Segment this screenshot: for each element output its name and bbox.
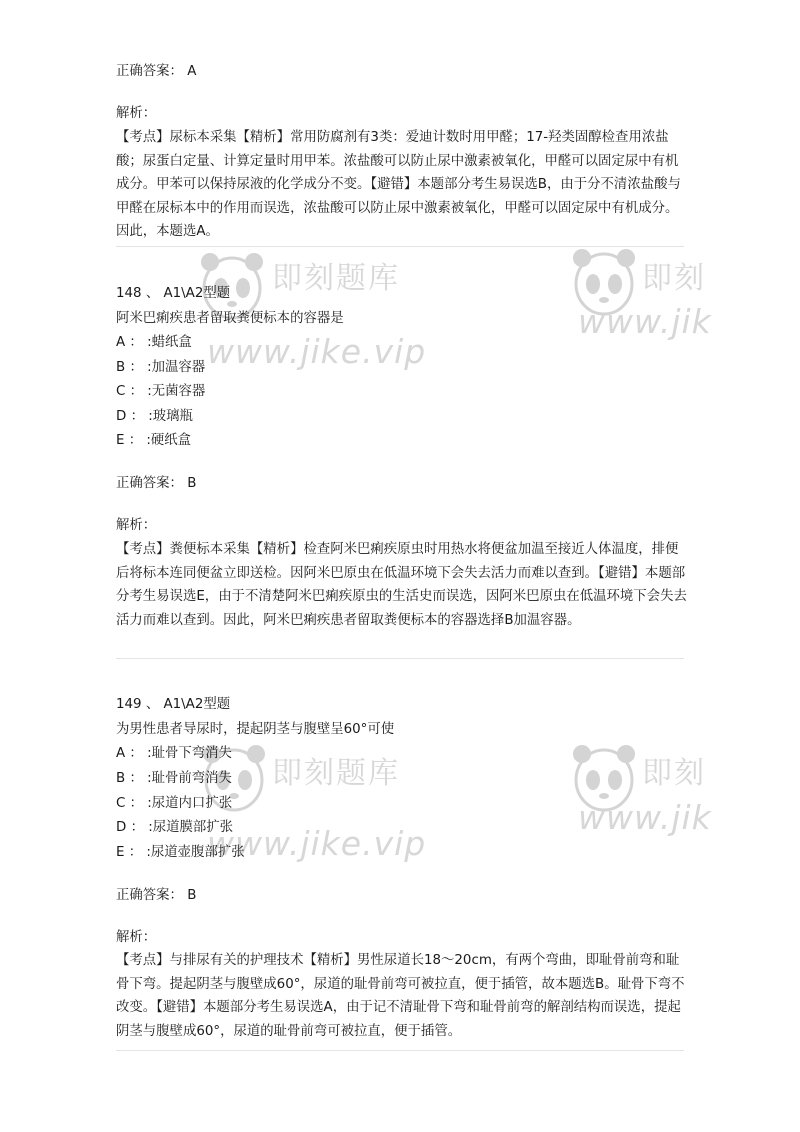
correct-answer: 正确答案： B <box>116 476 197 491</box>
watermark-url: www.jike.vip <box>207 824 427 863</box>
watermark-title: 即刻 <box>642 261 706 296</box>
question-stem: 阿米巴痢疾患者留取粪便标本的容器是 <box>116 311 344 326</box>
option-d: D ： :玻璃瓶 <box>116 409 193 424</box>
correct-answer: 正确答案： B <box>116 888 197 903</box>
option-b: B ： :耻骨前弯消失 <box>116 771 232 786</box>
question-divider <box>116 1050 684 1051</box>
question-header: 148 、 A1\A2型题 <box>116 286 231 301</box>
option-a: A ： :蜡纸盒 <box>116 335 192 350</box>
watermark-title: 即刻题库 <box>272 261 400 296</box>
watermark-url: www.jik <box>578 302 712 341</box>
analysis-text: 【考点】尿标本采集【精析】常用防腐剂有3类：爱迪计数时用甲醛；17-羟类固醇检查用浓盐酸；尿蛋白定量、计算定量时用甲苯。浓盐酸可以防止尿中激素被氧化，甲醛可以固定尿中有机成分。甲苯可以保持尿液的化学成分不变。【避错】本题部分考生易误选B，由于分不清浓盐酸与甲醛在尿标本中的作用而误选，浓盐酸可以防止尿中激素被氧化，甲醛可以固定尿中有机成分。因此，本题选A。 <box>116 130 681 240</box>
watermark-title: 即刻题库 <box>272 756 400 791</box>
analysis-label: 解析： <box>116 106 157 121</box>
watermark-title: 即刻 <box>642 756 706 791</box>
option-b: B ： :加温容器 <box>116 360 206 375</box>
correct-answer: 正确答案： A <box>116 64 197 79</box>
option-a: A ： :耻骨下弯消失 <box>116 746 232 761</box>
option-c: C ： :尿道内口扩张 <box>116 796 233 811</box>
analysis-label: 解析： <box>116 930 157 945</box>
panda-logo-icon <box>568 242 640 320</box>
analysis-label: 解析： <box>116 518 157 533</box>
watermark-url: www.jik <box>578 798 712 837</box>
watermark-url: www.jike.vip <box>207 332 427 371</box>
option-c: C ： :无菌容器 <box>116 384 206 399</box>
option-d: D ： :尿道膜部扩张 <box>116 820 234 835</box>
analysis-text: 【考点】粪便标本采集【精析】检查阿米巴痢疾原虫时用热水将便盆加温至接近人体温度，排便后将标本连同便盆立即送检。因阿米巴原虫在低温环境下会失去活力而难以查到。【避错】本题部分考生易误选E，由于不清楚阿米巴痢疾原虫的生活史而误选，因阿米巴原虫在低温环境下会失去活力而难以查到。因此，阿米巴痢疾患者留取粪便标本的容器选择B加温容器。 <box>116 542 687 628</box>
option-e: E ： :硬纸盒 <box>116 433 192 448</box>
option-e: E ： :尿道壶腹部扩张 <box>116 845 245 860</box>
question-header: 149 、 A1\A2型题 <box>116 697 231 712</box>
question-divider <box>116 658 684 659</box>
question-divider <box>116 246 684 247</box>
panda-logo-icon <box>568 738 640 816</box>
question-stem: 为男性患者导尿时，提起阴茎与腹壁呈60°可使 <box>116 722 395 737</box>
analysis-text: 【考点】与排尿有关的护理技术【精析】男性尿道长18～20cm，有两个弯曲，即耻骨前弯和耻骨下弯。提起阴茎与腹壁成60°，尿道的耻骨前弯可被拉直，便于插管，故本题选B。耻骨下弯不改变。【避错】本题部分考生易误选A，由于记不清耻骨下弯和耻骨前弯的解剖结构而误选，提起阴茎与腹壁成60°，尿道的耻骨前弯可被拉直，便于插管。 <box>116 953 685 1039</box>
